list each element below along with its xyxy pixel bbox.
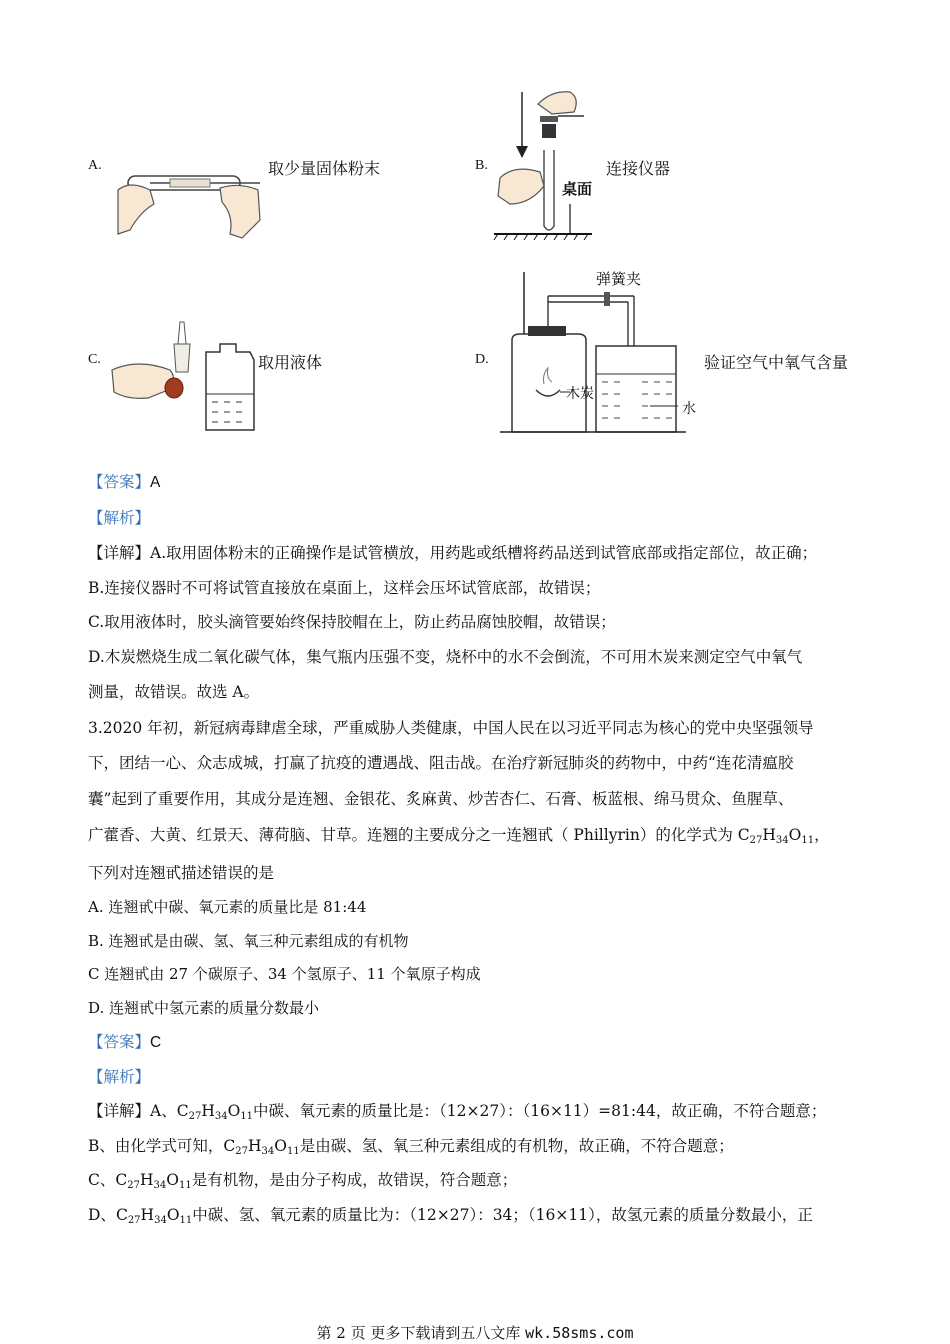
- option-c-letter: C.: [88, 352, 101, 367]
- answer-value: C: [150, 1034, 162, 1051]
- q3-stem-line-1: 3.2020 年初，新冠病毒肆虐全球，严重威胁人类健康，中国人民在以习近平同志为核心的党中央坚强领导: [88, 719, 814, 737]
- q2-analysis-tag: 【解析】: [88, 509, 151, 527]
- q3-detail-line-1: 【详解】A、$C_{27}H_{34}O_{11}$中碳、氧元素的质量比是：（12×27）：（16×11）=81:44，故正确，不符合题意；: [88, 1102, 827, 1122]
- option-c-caption: 取用液体: [258, 353, 323, 372]
- clamp-label: 弹簧夹: [596, 270, 642, 288]
- option-a-caption: 取少量固体粉末: [268, 159, 381, 178]
- water-label: 水: [682, 401, 696, 417]
- footer-site-link[interactable]: wk.58sms.com: [525, 1324, 634, 1342]
- q2-detail-line-5: 测量，故错误。故选 A。: [88, 683, 260, 701]
- q2-detail-line-2: B.连接仪器时不可将试管直接放在桌面上，这样会压坏试管底部，故错误；: [88, 579, 601, 597]
- detail-tag: 【详解】: [88, 1102, 151, 1120]
- option-b-caption: 连接仪器: [606, 159, 671, 178]
- q3-choice-b: B. 连翘甙是由碳、氢、氧三种元素组成的有机物: [88, 932, 409, 950]
- dropper-liquid-illustration: [108, 318, 258, 434]
- option-d-caption: 验证空气中氧气含量: [704, 353, 849, 372]
- q2-answer: [88, 470, 160, 492]
- q3-choice-d: D. 连翘甙中氢元素的质量分数最小: [88, 999, 320, 1017]
- option-d-letter: D.: [475, 352, 489, 367]
- q3-answer: [88, 1030, 161, 1052]
- option-a-letter: A.: [88, 158, 102, 173]
- q3-detail-line-4: D、$C_{27}H_{34}O_{11}$中碳、氢、氧元素的质量比为：（12×27）：34；（16×11），故氢元素的质量分数最小，正: [88, 1206, 813, 1226]
- q2-detail-line-3: C.取用液体时，胶头滴管要始终保持胶帽在上，防止药品腐蚀胶帽，故错误；: [88, 613, 616, 631]
- q3-detail-line-3: C、$C_{27}H_{34}O_{11}$是有机物，是由分子构成，故错误，符合题意；: [88, 1171, 518, 1191]
- q3-analysis-tag: 【解析】: [88, 1068, 151, 1086]
- desk-label: 桌面: [562, 180, 593, 198]
- charcoal-label: 木炭: [566, 386, 594, 402]
- connect-apparatus-illustration: [492, 86, 602, 242]
- answer-tag: 【答案】: [88, 473, 151, 491]
- q3-stem-line-2: 下，团结一心、众志成城，打赢了抗疫的遭遇战、阻击战。在治疗新冠肺炎的药物中，中药“连花清瘟胶: [88, 754, 794, 772]
- q2-detail-line-1: 【详解】A.取用固体粉末的正确操作是试管横放，用药匙或纸槽将药品送到试管底部或指定部位，故正确；: [88, 544, 818, 562]
- q3-stem-line-4: 广藿香、大黄、红景天、薄荷脑、甘草。连翘的主要成分之一连翘甙（ Phillyrin）的化学式为 $C_{27}H_{34}O_{11}$，: [88, 826, 830, 846]
- page-footer: [0, 1322, 950, 1343]
- footer-text: 第 2 页 更多下载请到五八文库: [316, 1324, 526, 1342]
- q3-stem-line-5: 下列对连翘甙描述错误的是: [88, 864, 275, 882]
- answer-tag: 【答案】: [88, 1033, 151, 1051]
- option-b-letter: B.: [475, 158, 488, 173]
- q3-detail-line-2: B、由化学式可知，$C_{27}H_{34}O_{11}$是由碳、氢、氧三种元素组成的有机物，故正确，不符合题意；: [88, 1137, 734, 1157]
- q3-choice-a: A. 连翘甙中碳、氧元素的质量比是 81:44: [88, 898, 367, 916]
- q3-choice-c: C 连翘甙由 27 个碳原子、34 个氢原子、11 个氧原子构成: [88, 965, 481, 983]
- q2-detail-line-4: D.木炭燃烧生成二氧化碳气体，集气瓶内压强不变，烧杯中的水不会倒流，不可用木炭来测定空气中氧气: [88, 648, 803, 666]
- test-tube-powder-illustration: [110, 160, 270, 240]
- answer-value: A: [150, 474, 161, 491]
- q3-stem-line-3: 囊”起到了重要作用，其成分是连翘、金银花、炙麻黄、炒苦杏仁、石膏、板蓝根、绵马贯众、鱼腥草、: [88, 790, 794, 808]
- detail-tag: 【详解】: [88, 544, 151, 562]
